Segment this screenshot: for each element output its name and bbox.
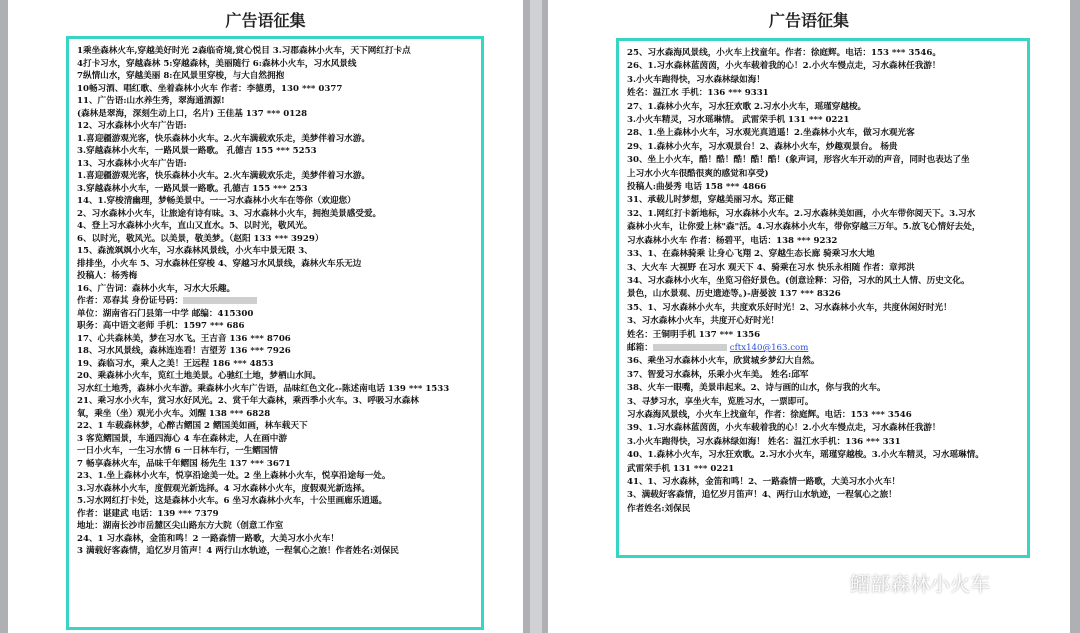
text-line: 排排坐，小火车 5、习水森林任穿梭 4、穿越习水风景线，森林火车乐无边 (77, 258, 362, 269)
text-line: 一日小火车，一生习水情 6 一日林车行，一生鳛国情 (77, 446, 279, 456)
wechat-icon (808, 572, 842, 594)
text-line: 27、1.森林小火车，习水狂欢歌 2.习水小火车，瑶瑾穿越梭。 (627, 101, 867, 112)
text-line: 40、1.森林小火车，习水狂欢歌。2.习水小火车，瑶瑾穿越梭。3.小火车精灵，习水瑶琳情。 (627, 450, 984, 461)
text-line: 33、1、在森林骑乘 让身心飞翔 2、穿越生态长廊 骑乘习水大地 (627, 249, 875, 260)
text-line: 上习水小火车很酷很爽的感觉和享受) (627, 168, 769, 179)
watermark (808, 568, 990, 597)
text-line: 3.习水森林小火车，度假观光新选择。4 习水森林小火车，度假观光新选择。 (77, 483, 370, 494)
text-line: 7 畅享森林火车，品味千年鳛国 杨先生 137 *** 3671 (77, 458, 291, 469)
text-line: 3、大火车 大视野 在习水 观天下 4、骑乘在习水 快乐永相随 作者：章邦洪 (627, 262, 915, 273)
text-line: 3.穿越森林小火车，一路风景一路歌。 孔德吉 155 *** 5253 (77, 146, 317, 156)
text-line: 氧，乘坐（坐）观光小火车。刘醒 138 *** 6828 (77, 408, 271, 419)
text-line: 28、1.坐上森林小火车，习水观光真逍遥！2.坐森林小火车，做习水观光客 (627, 128, 915, 139)
text-line: 习水红土地秀，森林小火车游。乘森林小火车广告语，品味红色文化--陈述南电话 139 *** 1533 (77, 383, 450, 394)
text-line: 3.小火车精灵，习水瑶琳情。 武雷荣手机 131 *** 0221 (627, 115, 850, 126)
redacted-block (653, 344, 727, 351)
text-line: 3、寻梦习水，享坐火车，览胜习水，一票即可。 (627, 396, 814, 407)
watermark-text: 鳛部森林小火车 (850, 572, 990, 596)
text-line: 投稿人：杨秀梅 (77, 271, 138, 281)
text-line: 4打卡习水，穿越森林 5:穿越森林，美丽随行 6:森林小火车，习水风景线 (77, 58, 357, 69)
text-line: 31、承载儿时梦想，穿越美丽习水。郑正健 (627, 195, 794, 206)
text-line: 25、习水森海风景线，小火车上找童年。作者：徐庭辉。电话：153 *** 3546。 (627, 48, 941, 58)
text-line: 39、1.习水森林蓝茵茵，小火车载着我的心！2.小火车慢点走，习水森林任我游！ (627, 423, 941, 434)
text-line: 投稿人:曲晏秀 电话 158 *** 4866 (627, 182, 767, 193)
text-line: 12、习水森林小火车广告语: (77, 121, 187, 131)
left-text-frame (66, 36, 484, 630)
text-line: 职务：高中语文老师 手机：1597 *** 686 (77, 321, 245, 331)
text-line: 4、登上习水森林小火车，直山又直水。5、以时光，敬风光。 (77, 221, 313, 231)
text-line: 3、习水森林小火车，共度开心好时光！ (627, 316, 780, 327)
text-line: 34、习水森林小火车，坐览习俗好景色。(创意诠释：习俗，习水的风土人情、历史文化。 (627, 275, 970, 286)
right-text-frame (616, 38, 1030, 558)
text-line: 22、1 车载森林梦，心醉古鳛国 2 鳛国美如画，林车载天下 (77, 421, 308, 431)
text-line: 21、乘习水小火车，赏习水好风光。2、赏千年大森林，乘西季小火车。3、呼吸习水森林 (77, 396, 419, 406)
text-line: 地址：湖南长沙市岳麓区尖山路东方大院（创意工作室 (77, 521, 284, 531)
text-line: 作者：邓春其 身份证号码： (77, 295, 473, 308)
text-line: 35、1、习水森林小火车，共度欢乐好时光！2、习水森林小火车，共度休闲好时光！ (627, 302, 952, 313)
text-line: 景色，山水景观、历史遗迹等。)-唐晏波 137 *** 8326 (627, 289, 841, 300)
text-line: 1.喜迎疆游观光客，快乐森林小火车。2.火车满载欢乐走，美梦伴着习水游。 (77, 171, 370, 181)
text-line: 23、1.坐上森林小火车，悦享沿途美一处。2 坐上森林小火车，悦享沿途每一处。 (77, 471, 391, 481)
text-line: 森林小火车，让你爱上林"森"活。4.习水森林小火车，带你穿越三万年。5.放飞心情好去处， (627, 222, 981, 233)
text-line: 10畅习酒、唱红歌、坐着森林小火车 作者：李德勇，130 *** 0377 (77, 83, 343, 94)
text-line: 7纵情山水，穿越美丽 8:在风景里穿梭，与大自然拥抱 (77, 71, 285, 81)
text-line: 11、广告语:山水养生秀，翠海通酒源! (77, 96, 225, 106)
text-line: 3.小火车跑得快，习水森林绿如海！ (627, 74, 765, 85)
right-page-title: 广告语征集 (768, 11, 849, 30)
text-line: 5.习水网红打卡处，这是森林小火车。6 坐习水森林小火车，十公里画廊乐逍遥。 (77, 496, 388, 506)
text-line: 1乘坐森林火车,穿越美好时光 2森临奇境,赏心悦目 3.习郡森林小火车，天下网红打卡点 (77, 46, 411, 56)
text-line: 16、广告词：森林小火车，习水大乐趣。 (77, 283, 236, 294)
text-line: 姓名：温江水 手机：136 *** 9331 (627, 88, 769, 99)
text-line: 20、乘森林小火车，览红土地美景。心驰红土地，梦栖山水间。 (77, 371, 321, 381)
text-line: 作者姓名:刘保民 (627, 503, 691, 514)
text-line: 姓名：王铜明手机 137 *** 1356 (627, 329, 761, 340)
text-line: (森林是翠海，深刻生动上口，名片) 王佳基 137 *** 0128 (77, 108, 308, 119)
email-link[interactable]: cftx140@163.com (729, 342, 809, 353)
text-line: 武雷荣手机 131 *** 0221 (627, 463, 735, 474)
left-page-title: 广告语征集 (225, 11, 306, 30)
text-line: 单位：湖南省石门县第一中学 邮编：415300 (77, 308, 254, 319)
text-line: 38、火车一眼嘴，美景串起来。2、诗与画的山水，你与我的火车。 (627, 383, 886, 394)
page-separator (530, 0, 542, 633)
text-line: 24、1 习水森林，金笛和鸣！2 一路森情一路歌，大美习水小火车！ (77, 533, 339, 544)
text-line: 14、1.穿梭清幽理，梦畅美景中。一一习水森林小火车在等你（欢迎您） (77, 196, 356, 206)
email-prefix: 邮箱： (627, 342, 653, 353)
text-line: 3、满载好客森情，追忆岁月笛声！4、两行山水轨迹，一程氧心之旅！ (627, 490, 897, 501)
text-line: 18、习水风景线，森林连连看！吉望芳 136 *** 7926 (77, 346, 291, 356)
right-page (548, 0, 1070, 633)
text-line: 3.穿越森林小火车，一路风景一路歌。孔德吉 155 *** 253 (77, 183, 308, 194)
text-line: 30、坐上小火车，酷！酷！酷！酷！酷！(象声词，形容火车开动的声音，同时也表达了坐 (627, 155, 970, 166)
text-line: 3 满载好客森情，追忆岁月笛声！4 两行山水轨迹，一程氧心之旅！作者姓名:刘保民 (77, 546, 399, 556)
text-line: 1.喜迎疆游观光客，快乐森林小火车。2.火车满载欢乐走，美梦伴着习水游。 (77, 133, 370, 144)
text-line: 19、森临习水，乘人之美！王远程 186 *** 4853 (77, 358, 274, 369)
text-line (627, 342, 1019, 355)
text-line: 37、智爱习水森林，乐乘小火车美。 姓名:邱军 (627, 369, 809, 380)
redacted-block (183, 297, 257, 304)
text-line: 32、1.网红打卡新地标，习水森林小火车。2.习水森林美如画，小火车带你阅天下。3.习水 (627, 208, 976, 219)
text-line: 习水森林小火车 作者：杨碧平，电话：138 *** 9232 (627, 235, 838, 246)
text-line: 3.小火车跑得快，习水森林绿如海！ 姓名：温江水手机：136 *** 331 (627, 436, 901, 447)
text-line: 习水森海风景线，小火车上找童年，作者：徐庭辉。电话：153 *** 3546 (627, 409, 912, 420)
text-line: 17、心共森林美，梦在习水飞。王吉音 136 *** 8706 (77, 333, 291, 344)
text-line: 29、1.森林小火车，习水观景台！2、森林小火车，炒趣观景台。 杨贵 (627, 141, 898, 152)
text-line: 作者：谌建武 电话：139 *** 7379 (77, 508, 219, 519)
text-line: 41、1、习水森林，金笛和鸣！2、一路森情一路歌，大美习水小火车！ (627, 477, 901, 487)
text-line: 13、习水森林小火车广告语: (77, 158, 187, 169)
text-line: 15、森流飒飒小火车，习水森林风景线，小火车中景无限 3、 (77, 246, 313, 256)
text-line: 6、以时光，敬风光。以美景，敬美梦。（赵阳 133 *** 3929） (77, 233, 324, 244)
text-line: 36、乘坐习水森林小火车，欣赏城乡梦幻大自然。 (627, 356, 820, 367)
text-line: 26、1.习水森林蓝茵茵，小火车载着我的心！2.小火车慢点走，习水森林任我游！ (627, 61, 941, 72)
left-page (8, 0, 523, 633)
text-line: 2、习水森林小火车，让旅途有诗有味。3、习水森林小火车，拥抱美景感受爱。 (77, 208, 382, 219)
text-line: 3 客览鳛国景，车通四海心 4 车在森林走，人在画中游 (77, 433, 287, 444)
